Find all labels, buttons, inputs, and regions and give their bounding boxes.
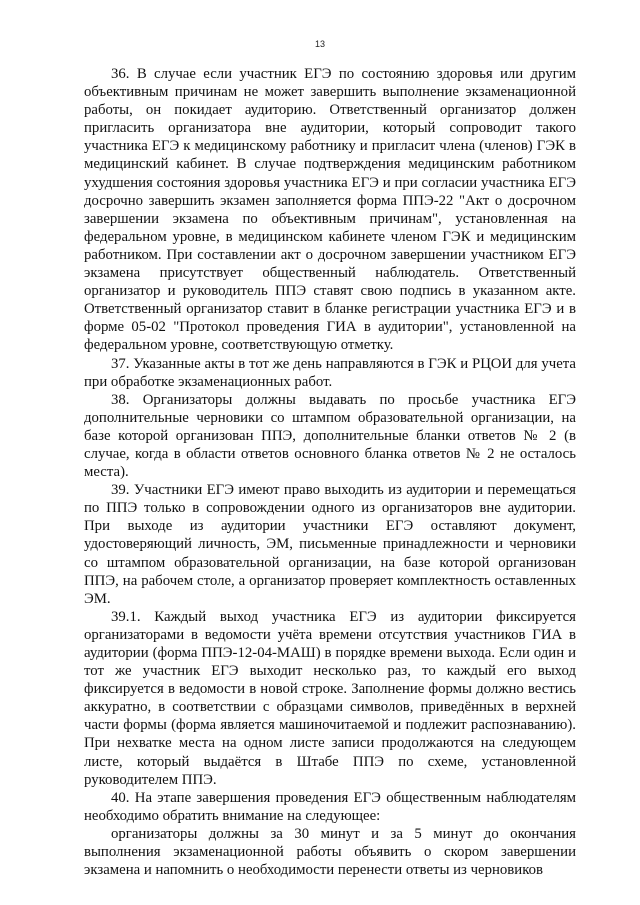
paragraph-39: 39. Участники ЕГЭ имеют право выходить из аудитории и перемещаться по ППЭ только в сопровождении одного из организаторов вне аудитории. При выходе из аудитории участники ЕГЭ оставляют документ, удостоверяющий личность, ЭМ, письменные принадлежности и черновики со штампом образовательной организации, на базе которой организован ППЭ, на рабочем столе, а организатор проверяет комплектность оставленных ЭМ. (84, 482, 576, 607)
document-body (84, 65, 576, 879)
paragraph-40-item: организаторы должны за 30 минут и за 5 минут до окончания выполнения экзаменационной работы объявить о скором завершении экзамена и напомнить о необходимости перенести ответы из черновиков (84, 825, 576, 879)
paragraph-39-1: 39.1. Каждый выход участника ЕГЭ из аудитории фиксируется организаторами в ведомости учёта времени отсутствия участников ГИА в аудитории (форма ППЭ-12-04-МАШ) в порядке времени выхода. Если один и тот же участник ЕГЭ выходит несколько раз, то каждый его выход фиксируется в ведомости в новой строке. Заполнение формы должно вестись аккуратно, в соответствии с образцами символов, приведённых в верхней части формы (форма является машиночитаемой и подлежит распознаванию). При нехватке места на одном листе записи продолжаются на следующем листе, который выдаётся в Штабе ППЭ по схеме, установленной руководителем ППЭ. (84, 608, 576, 788)
paragraph-40: 40. На этапе завершения проведения ЕГЭ общественным наблюдателям необходимо обратить внимание на следующее: (84, 789, 576, 824)
paragraph-37: 37. Указанные акты в тот же день направляются в ГЭК и РЦОИ для учета при обработке экзаменационных работ. (84, 355, 576, 390)
paragraph-38: 38. Организаторы должны выдавать по просьбе участника ЕГЭ дополнительные черновики со штампом образовательной организации, на базе которой организован ППЭ, дополнительные бланки ответов № 2 (в случае, когда в области ответов основного бланка ответов № 2 не осталось места). (84, 391, 576, 481)
page-number: 13 (314, 39, 325, 49)
paragraph-36: 36. В случае если участник ЕГЭ по состоянию здоровья или другим объективным причинам не может завершить выполнение экзаменационной работы, он покидает аудиторию. Ответственный организатор должен пригласить организатора вне аудитории, который сопроводит такого участника ЕГЭ к медицинскому работнику и пригласит члена (членов) ГЭК в медицинский кабинет. В случае подтверждения медицинским работником ухудшения состояния здоровья участника ЕГЭ и при согласии участника ЕГЭ досрочно завершить экзамен заполняется форма ППЭ-22 "Акт о досрочном завершении экзамена по объективным причинам", установленная на федеральном уровне, в медицинском кабинете членом ГЭК и медицинским работником. При составлении акт о досрочном завершении участником ЕГЭ экзамена присутствует общественный наблюдатель. Ответственный организатор и руководитель ППЭ ставят свою подпись в указанном акте. Ответственный организатор ставит в бланке регистрации участника ЕГЭ и в форме 05-02 "Протокол проведения ГИА в аудитории", установленной на федеральном уровне, соответствующую отметку. (84, 66, 576, 354)
